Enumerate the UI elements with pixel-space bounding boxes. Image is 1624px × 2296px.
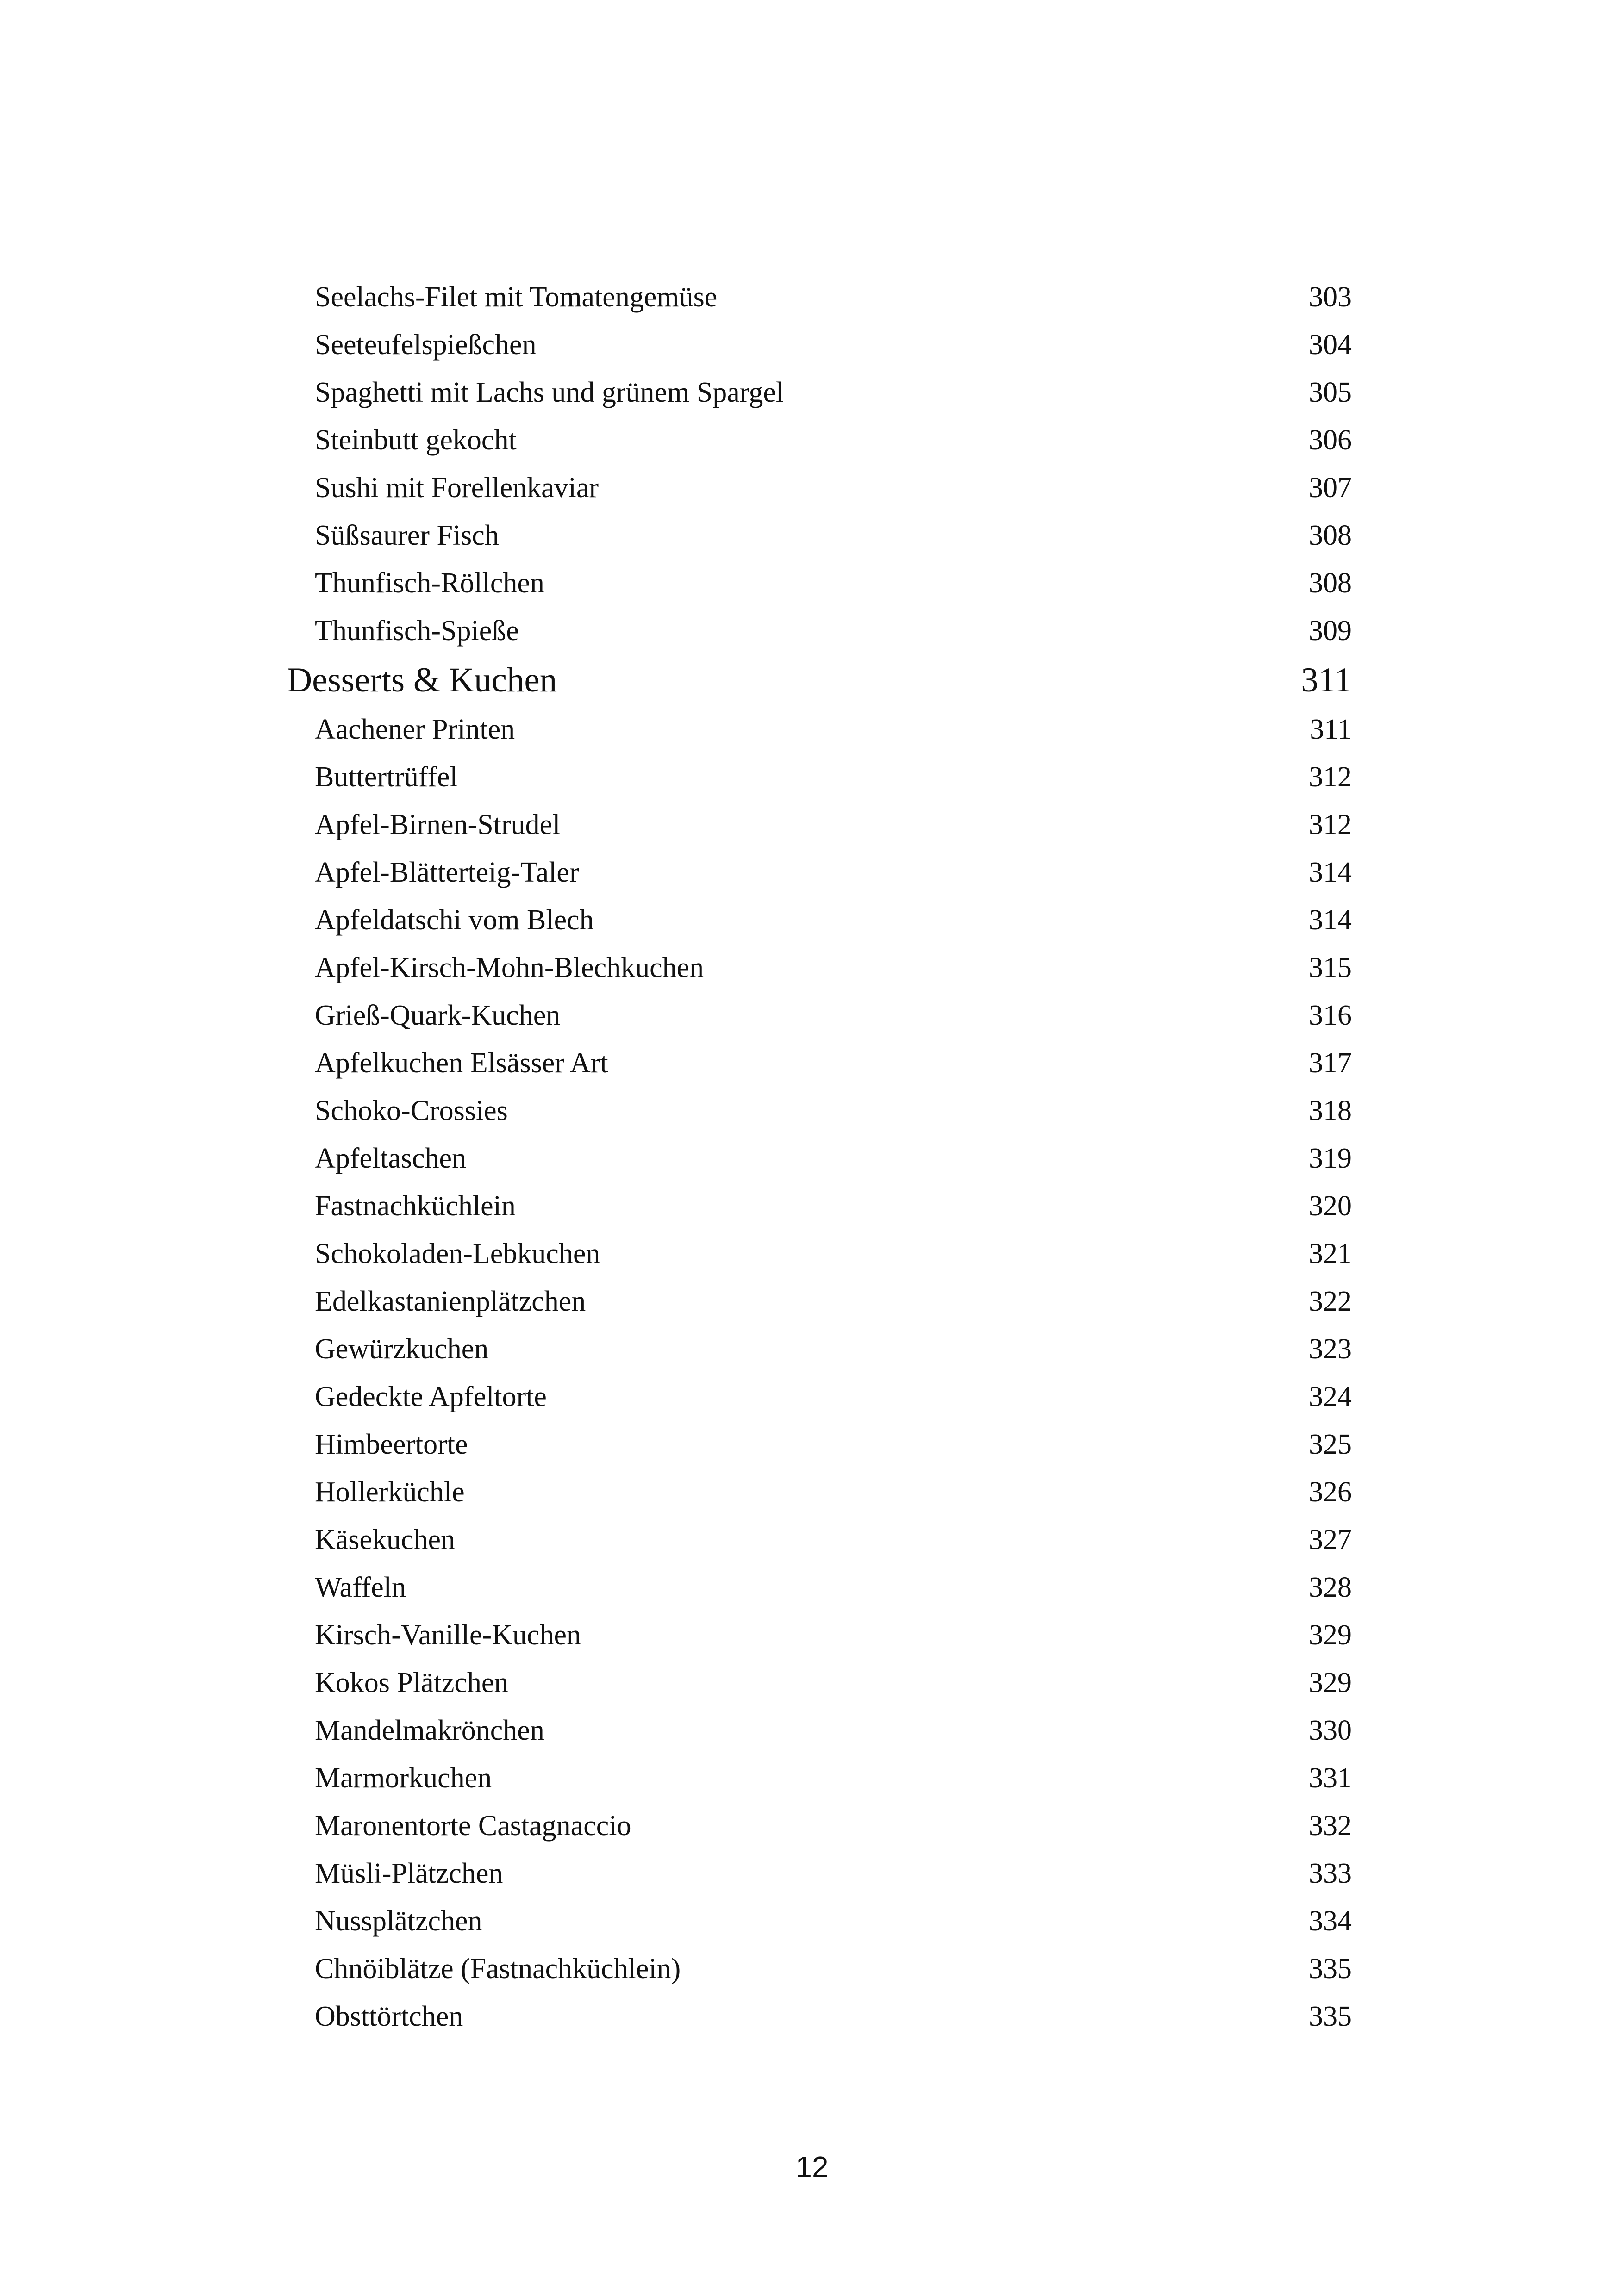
toc-entry-title: Edelkastanienplätzchen <box>315 1285 586 1317</box>
toc-entry-page-number: 335 <box>1309 1953 1352 1985</box>
toc-entry-page-number: 321 <box>1309 1238 1352 1269</box>
toc-entry <box>287 1134 1352 1182</box>
toc-entry-page-number: 334 <box>1309 1905 1352 1937</box>
toc-entry <box>287 753 1352 801</box>
toc-entry-page-number: 315 <box>1309 952 1352 983</box>
toc-entry <box>287 368 1352 416</box>
toc-entry-title: Fastnachküchlein <box>315 1190 516 1222</box>
toc-entry-page-number: 311 <box>1310 713 1352 745</box>
toc-entry-title: Himbeertorte <box>315 1428 468 1460</box>
toc-entry <box>287 1849 1352 1897</box>
toc-entry-page-number: 312 <box>1309 809 1352 840</box>
toc-entry-page-number: 318 <box>1309 1095 1352 1126</box>
toc-entry-page-number: 314 <box>1309 904 1352 936</box>
toc-entry-title: Thunfisch-Spieße <box>315 615 519 647</box>
toc-entry-title: Sushi mit Forellenkaviar <box>315 472 599 504</box>
toc-entry-title: Seelachs-Filet mit Tomatengemüse <box>315 281 718 313</box>
toc-entry-page-number: 319 <box>1309 1142 1352 1174</box>
toc-entry-page-number: 312 <box>1309 761 1352 793</box>
toc-entry <box>287 1563 1352 1611</box>
page-number: 12 <box>795 2150 829 2184</box>
toc-entry <box>287 1659 1352 1706</box>
toc-entry-title: Desserts & Kuchen <box>287 660 557 699</box>
toc-entry-page-number: 305 <box>1309 376 1352 408</box>
toc-entry-title: Mandelmakrönchen <box>315 1714 544 1746</box>
toc-entry-title: Chnöiblätze (Fastnachküchlein) <box>315 1953 681 1985</box>
toc-entry <box>287 1087 1352 1134</box>
toc-entry <box>287 1373 1352 1420</box>
toc-entry <box>287 607 1352 654</box>
toc-entry-title: Spaghetti mit Lachs und grünem Spargel <box>315 376 784 408</box>
toc-entry-page-number: 308 <box>1309 567 1352 599</box>
toc-entry-page-number: 330 <box>1309 1714 1352 1746</box>
toc-entry-page-number: 333 <box>1309 1857 1352 1889</box>
toc-entry <box>287 1039 1352 1087</box>
toc-entry-title: Grieß-Quark-Kuchen <box>315 999 561 1031</box>
toc-entry <box>287 1802 1352 1849</box>
toc-entry-page-number: 316 <box>1309 999 1352 1031</box>
toc-entry-page-number: 325 <box>1309 1428 1352 1460</box>
toc-entry-title: Maronentorte Castagnaccio <box>315 1810 631 1842</box>
toc-entry <box>287 801 1352 848</box>
toc-entry-page-number: 332 <box>1309 1810 1352 1842</box>
toc-entry-title: Buttertrüffel <box>315 761 458 793</box>
toc-entry-page-number: 323 <box>1309 1333 1352 1365</box>
toc-entry <box>287 1611 1352 1659</box>
toc-entry-title: Müsli-Plätzchen <box>315 1857 503 1889</box>
table-of-contents <box>287 273 1352 2040</box>
toc-entry-page-number: 329 <box>1309 1619 1352 1651</box>
toc-entry-title: Kirsch-Vanille-Kuchen <box>315 1619 581 1651</box>
toc-entry-page-number: 327 <box>1309 1524 1352 1556</box>
toc-entry-page-number: 320 <box>1309 1190 1352 1222</box>
toc-entry-title: Waffeln <box>315 1571 406 1603</box>
toc-entry-page-number: 324 <box>1309 1381 1352 1412</box>
toc-entry-page-number: 306 <box>1309 424 1352 456</box>
toc-entry-title: Käsekuchen <box>315 1524 455 1556</box>
toc-entry-title: Seeteufelspießchen <box>315 329 537 361</box>
toc-entry-title: Apfeldatschi vom Blech <box>315 904 594 936</box>
toc-entry-page-number: 304 <box>1309 329 1352 361</box>
toc-entry-page-number: 314 <box>1309 856 1352 888</box>
toc-entry-title: Schoko-Crossies <box>315 1095 508 1126</box>
toc-entry-page-number: 335 <box>1309 2000 1352 2032</box>
toc-entry-page-number: 322 <box>1309 1285 1352 1317</box>
toc-entry <box>287 1277 1352 1325</box>
toc-entry-page-number: 326 <box>1309 1476 1352 1508</box>
toc-entry <box>287 1230 1352 1277</box>
toc-entry <box>287 1468 1352 1516</box>
toc-entry <box>287 944 1352 991</box>
toc-entry <box>287 559 1352 607</box>
toc-entry-title: Aachener Printen <box>315 713 515 745</box>
toc-entry-title: Thunfisch-Röllchen <box>315 567 544 599</box>
toc-entry <box>287 1754 1352 1802</box>
toc-entry <box>287 1992 1352 2040</box>
toc-entry <box>287 416 1352 464</box>
toc-entry-page-number: 307 <box>1309 472 1352 504</box>
toc-entry-title: Apfel-Blätterteig-Taler <box>315 856 579 888</box>
toc-entry-title: Apfelkuchen Elsässer Art <box>315 1047 608 1079</box>
toc-entry <box>287 1516 1352 1563</box>
toc-entry-page-number: 303 <box>1309 281 1352 313</box>
toc-entry-title: Marmorkuchen <box>315 1762 492 1794</box>
toc-section-heading <box>287 654 1352 705</box>
toc-entry <box>287 705 1352 753</box>
toc-entry-title: Süßsaurer Fisch <box>315 519 499 551</box>
toc-entry <box>287 1420 1352 1468</box>
toc-entry-page-number: 329 <box>1309 1667 1352 1699</box>
toc-entry <box>287 464 1352 511</box>
toc-entry <box>287 896 1352 944</box>
toc-entry <box>287 848 1352 896</box>
toc-entry <box>287 1897 1352 1945</box>
toc-entry <box>287 273 1352 321</box>
toc-entry-title: Apfel-Birnen-Strudel <box>315 809 561 840</box>
toc-entry <box>287 1706 1352 1754</box>
toc-entry-page-number: 309 <box>1309 615 1352 647</box>
toc-entry-page-number: 331 <box>1309 1762 1352 1794</box>
toc-entry-title: Gewürzkuchen <box>315 1333 489 1365</box>
toc-entry-title: Kokos Plätzchen <box>315 1667 509 1699</box>
toc-entry-title: Hollerküchle <box>315 1476 465 1508</box>
toc-entry-page-number: 308 <box>1309 519 1352 551</box>
toc-entry-title: Gedeckte Apfeltorte <box>315 1381 547 1412</box>
toc-entry-title: Obsttörtchen <box>315 2000 463 2032</box>
toc-entry-page-number: 317 <box>1309 1047 1352 1079</box>
toc-entry-title: Nussplätzchen <box>315 1905 482 1937</box>
toc-entry <box>287 511 1352 559</box>
toc-entry-title: Apfel-Kirsch-Mohn-Blechkuchen <box>315 952 704 983</box>
toc-entry <box>287 991 1352 1039</box>
toc-entry <box>287 1182 1352 1230</box>
toc-entry <box>287 1325 1352 1373</box>
toc-entry-title: Schokoladen-Lebkuchen <box>315 1238 600 1269</box>
toc-entry-page-number: 328 <box>1309 1571 1352 1603</box>
toc-entry-page-number: 311 <box>1301 660 1352 699</box>
toc-entry-title: Apfeltaschen <box>315 1142 467 1174</box>
toc-entry <box>287 1945 1352 1992</box>
toc-entry <box>287 321 1352 368</box>
toc-entry-title: Steinbutt gekocht <box>315 424 517 456</box>
